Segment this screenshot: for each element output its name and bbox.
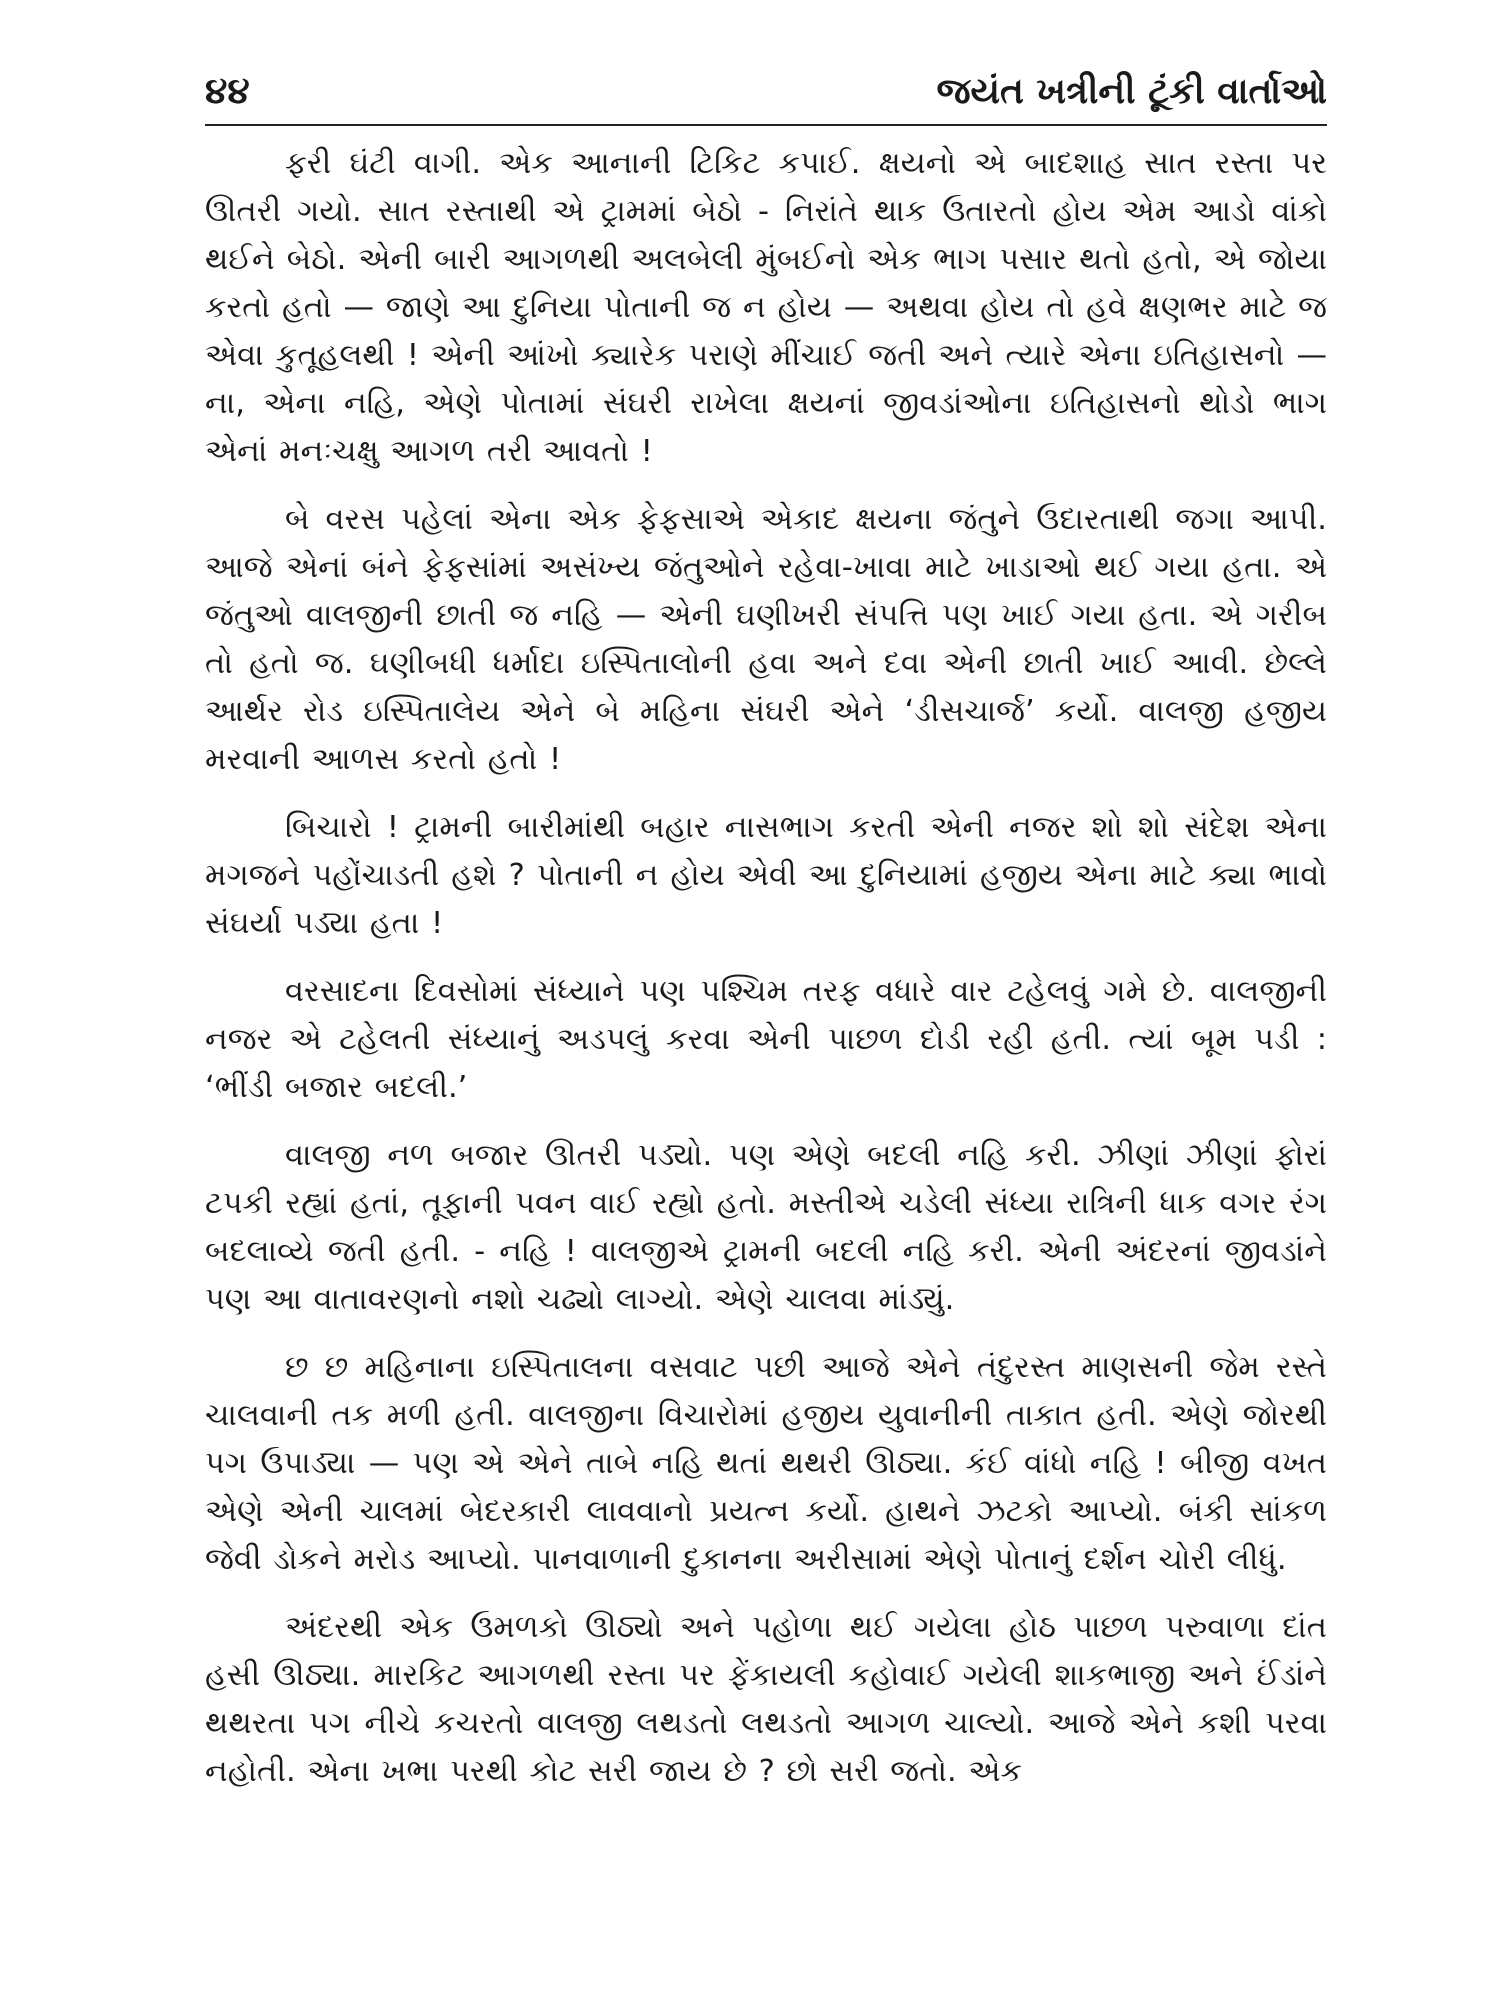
paragraph: ફરી ઘંટી વાગી. એક આનાની ટિકિટ કપાઈ. ક્ષયનો એ બાદશાહ સાત રસ્તા પર ઊતરી ગયો. સાત રસ્તાથી એ ટ્રામમાં બેઠો - નિરાંતે થાક ઉતારતો હોય એમ આડો વાંકો થઈને બેઠો. એની બારી આગળથી અલબેલી મુંબઈનો એક ભાગ પસાર થતો હતો, એ જોયા કરતો હતો — જાણે આ દુનિયા પોતાની જ ન હોય — અથવા હોય તો હવે ક્ષણભર માટે જ એવા કુતૂહલથી ! એની આંખો ક્યારેક પરાણે મીંચાઈ જતી અને ત્યારે એના ઇતિહાસનો — ના, એના નહિ, એણે પોતામાં સંઘરી રાખેલા ક્ષયનાં જીવડાંઓના ઇતિહાસનો થોડો ભાગ એનાં મનઃચક્ષુ આગળ તરી આવતો !: [205, 146, 1327, 469]
paragraph: બે વરસ પહેલાં એના એક ફેફસાએ એકાદ ક્ષયના જંતુને ઉદારતાથી જગા આપી. આજે એનાં બંને ફેફસાંમાં અસંખ્ય જંતુઓને રહેવા-ખાવા માટે ખાડાઓ થઈ ગયા હતા. એ જંતુઓ વાલજીની છાતી જ નહિ — એની ઘણીખરી સંપત્તિ પણ ખાઈ ગયા હતા. એ ગરીબ તો હતો જ. ઘણીબધી ધર્માદા ઇસ્પિતાલોની હવા અને દવા એની છાતી ખાઈ આવી. છેલ્લે આર્થર રોડ ઇસ્પિતાલેય એને બે મહિના સંઘરી એને ‘ડીસચાર્જ’ કર્યો. વાલજી હજીય મરવાની આળસ કરતો હતો !: [205, 502, 1327, 777]
running-title: જયંત ખત્રીની ટૂંકી વાર્તાઓ: [936, 71, 1327, 112]
paragraph: છ છ મહિનાના ઇસ્પિતાલના વસવાટ પછી આજે એને તંદુરસ્ત માણસની જેમ રસ્તે ચાલવાની તક મળી હતી. વાલજીના વિચારોમાં હજીય યુવાનીની તાકાત હતી. એણે જોરથી પગ ઉપાડ્યા — પણ એ એને તાબે નહિ થતાં થથરી ઊઠ્યા. કંઈ વાંધો નહિ ! બીજી વખત એણે એની ચાલમાં બેદરકારી લાવવાનો પ્રયત્ન કર્યો. હાથને ઝટકો આપ્યો. બંકી સાંકળ જેવી ડોકને મરોડ આપ્યો. પાનવાળાની દુકાનના અરીસામાં એણે પોતાનું દર્શન ચોરી લીધું.: [205, 1350, 1327, 1577]
paragraph: વાલજી નળ બજાર ઊતરી પડ્યો. પણ એણે બદલી નહિ કરી. ઝીણાં ઝીણાં ફોરાં ટપકી રહ્યાં હતાં, તૂફાની પવન વાઈ રહ્યો હતો. મસ્તીએ ચડેલી સંધ્યા રાત્રિની ધાક વગર રંગ બદલાવ્યે જતી હતી. - નહિ ! વાલજીએ ટ્રામની બદલી નહિ કરી. એની અંદરનાં જીવડાંને પણ આ વાતાવરણનો નશો ચઢ્યો લાગ્યો. એણે ચાલવા માંડ્યું.: [205, 1138, 1327, 1317]
page-body: [205, 140, 1327, 1816]
paragraph: અંદરથી એક ઉમળકો ઊઠ્યો અને પહોળા થઈ ગયેલા હોઠ પાછળ પરુવાળા દાંત હસી ઊઠ્યા. મારકિટ આગળથી રસ્તા પર ફેંકાયલી કહોવાઈ ગયેલી શાકભાજી અને ઈંડાંને થથરતા પગ નીચે કચરતો વાલજી લથડતો લથડતો આગળ ચાલ્યો. આજે એને કશી પરવા નહોતી. એના ખભા પરથી કોટ સરી જાય છે ? છો સરી જતો. એક: [205, 1610, 1328, 1789]
page-header: [205, 62, 1327, 122]
header-divider: [205, 124, 1327, 126]
paragraph: બિચારો ! ટ્રામની બારીમાંથી બહાર નાસભાગ કરતી એની નજર શો શો સંદેશ એના મગજને પહોંચાડતી હશે ? પોતાની ન હોય એવી આ દુનિયામાં હજીય એના માટે ક્યા ભાવો સંઘર્યા પડ્યા હતા !: [205, 810, 1327, 941]
page-number: ૪૪: [205, 71, 250, 112]
paragraph: વરસાદના દિવસોમાં સંધ્યાને પણ પશ્ચિમ તરફ વધારે વાર ટહેલવું ગમે છે. વાલજીની નજર એ ટહેલતી સંધ્યાનું અડપલું કરવા એની પાછળ દોડી રહી હતી. ત્યાં બૂમ પડી : ‘ભીંડી બજાર બદલી.’: [205, 974, 1327, 1105]
